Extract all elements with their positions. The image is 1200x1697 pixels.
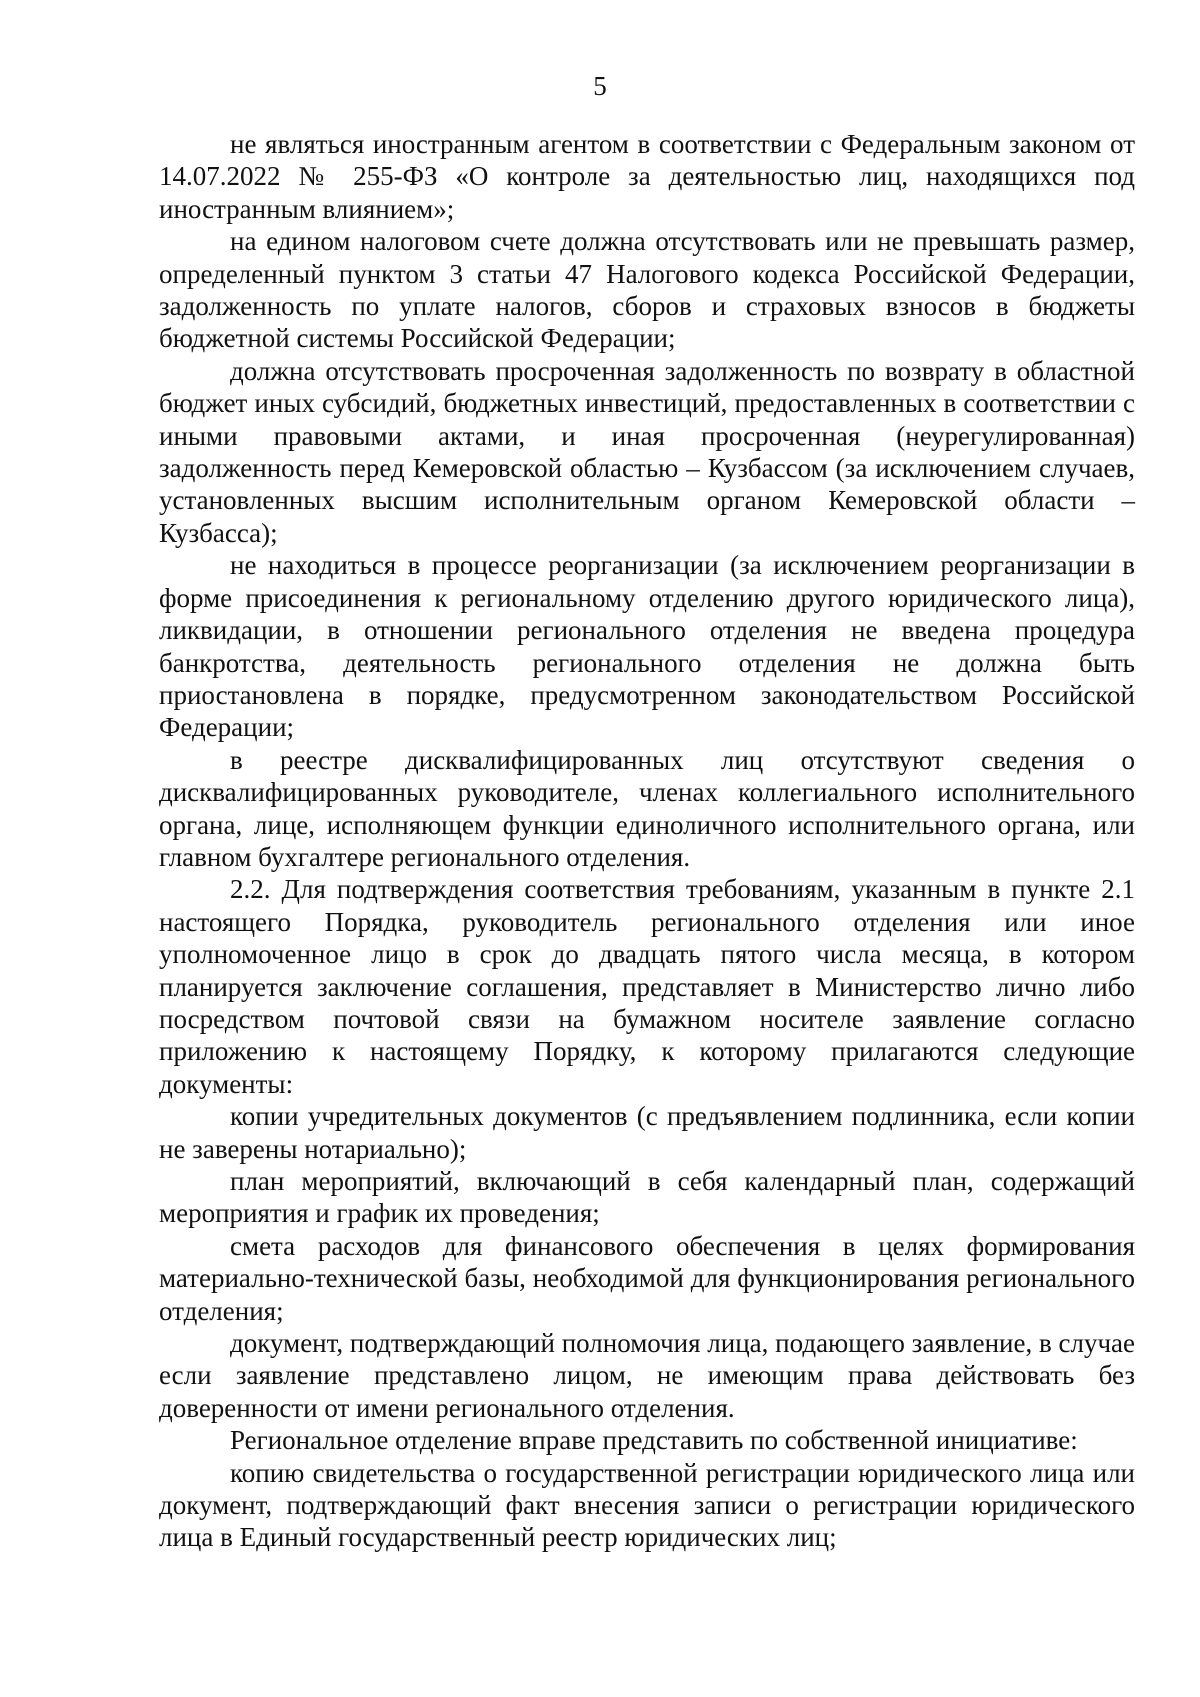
paragraph-disqualified-persons: в реестре дисквалифицированных лиц отсутствуют сведения о дисквалифицированных руководителе, членах коллегиального исполнительного органа, лице, исполняющем функции единоличного исполнительного органа, или главном бухгалтере регионального отделения.	[159, 744, 1135, 872]
paragraph-event-plan: план мероприятий, включающий в себя календарный план, содержащий мероприятия и график их проведения;	[159, 1166, 1135, 1229]
paragraph-clause-2-2: 2.2. Для подтверждения соответствия требованиям, указанным в пункте 2.1 настоящего Порядка, руководитель регионального отделения или иное уполномоченное лицо в срок до двадцать пятого числа месяца, в котором планируется заключение соглашения, представляет в Министерство лично либо посредством почтовой связи на бумажном носителе заявление согласно приложению к настоящему Порядку, к которому прилагаются следующие документы:	[159, 874, 1135, 1099]
paragraph-foreign-agent: не являться иностранным агентом в соответствии с Федеральным законом от 14.07.2022 № 255-ФЗ «О контроле за деятельностью лиц, находящихся под иностранным влиянием»;	[159, 129, 1135, 224]
paragraph-founding-documents: копии учредительных документов (с предъявлением подлинника, если копии не заверены нотариально);	[159, 1101, 1135, 1164]
paragraph-expense-estimate: смета расходов для финансового обеспечения в целях формирования материально-технической базы, необходимой для функционирования регионального отделения;	[159, 1230, 1135, 1326]
paragraph-registration-certificate: копию свидетельства о государственной регистрации юридического лица или документ, подтверждающий факт внесения записи о регистрации юридического лица в Единый государственный реестр юридических лиц;	[159, 1457, 1135, 1553]
page-number: 5	[593, 71, 607, 101]
paragraph-reorganization: не находиться в процессе реорганизации (за исключением реорганизации в форме присоединения к региональному отделению другого юридического лица), ликвидации, в отношении регионального отделения не введена процедура банкротства, деятельность регионального отделения не должна быть приостановлена в порядке, предусмотренном законодательством Российской Федерации;	[159, 550, 1135, 743]
paragraph-tax-debt: на едином налоговом счете должна отсутствовать или не превышать размер, определенный пунктом 3 статьи 47 Налогового кодекса Российской Федерации, задолженность по уплате налогов, сборов и страховых взносов в бюджеты бюджетной системы Российской Федерации;	[159, 226, 1135, 354]
paragraph-authority-document: документ, подтверждающий полномочия лица, подающего заявление, в случае если заявление представлено лицом, не имеющим права действовать без доверенности от имени регионального отделения.	[159, 1328, 1135, 1423]
document-body	[159, 128, 1135, 1554]
paragraph-overdue-debt: должна отсутствовать просроченная задолженность по возврату в областной бюджет иных субсидий, бюджетных инвестиций, предоставленных в соответствии с иными правовыми актами, и иная просроченная (неурегулированная) задолженность перед Кемеровской областью – Кузбассом (за исключением случаев, установленных высшим исполнительным органом Кемеровской области – Кузбасса);	[159, 355, 1135, 548]
paragraph-own-initiative: Региональное отделение вправе представить по собственной инициативе:	[230, 1425, 1078, 1456]
